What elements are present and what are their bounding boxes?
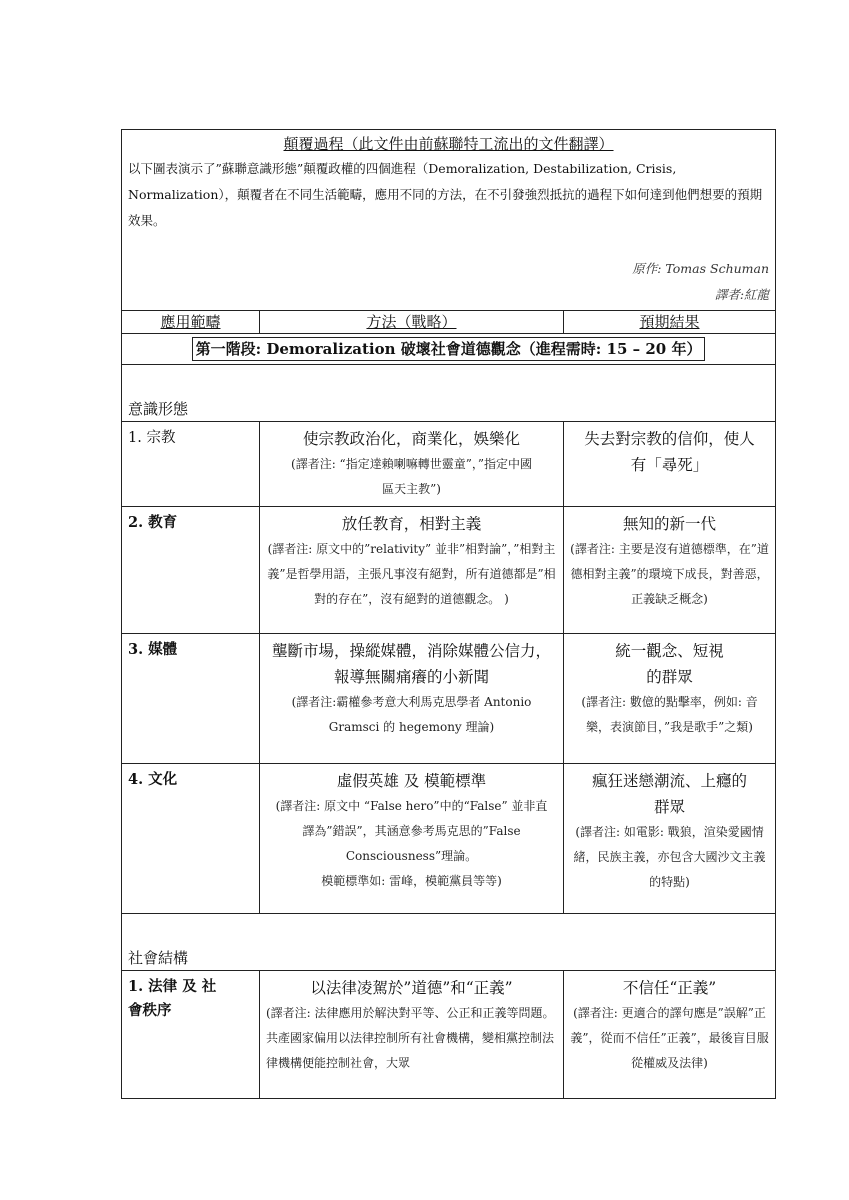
- result-cell: 無知的新一代 (譯者注: 主要是沒有道德標準，在”道德相對主義”的環境下成長，對善惡，正義缺乏概念): [564, 507, 776, 634]
- method-cell: 虛假英雄 及 模範標準 (譯者注: 原文中 “False hero”中的“False” 並非直譯為”錯誤”，其涵意參考馬克思的”False Consciousness”理論。 模範標準如: 雷峰，模範黨員等等): [260, 764, 564, 914]
- table-row: [122, 507, 776, 634]
- header-row: [122, 311, 776, 334]
- table-row: [122, 971, 776, 1099]
- header-domain: 應用範疇: [122, 311, 260, 334]
- intro-row: [122, 130, 776, 311]
- header-result: 預期結果: [564, 311, 776, 334]
- domain-cell: 1. 宗教: [122, 422, 260, 507]
- result-cell: 統一觀念、短視的群眾 (譯者注: 數億的點擊率，例如: 音樂，表演節目，”我是歌手”之類): [564, 634, 776, 764]
- intro-cell: [122, 130, 776, 311]
- method-cell: 使宗教政治化，商業化，娛樂化 (譯者注: “指定達賴喇嘛轉世靈童”，”指定中國區天主教”): [260, 422, 564, 507]
- intro-paragraph: 以下圖表演示了”蘇聯意識形態”顛覆政權的四個進程（Demoralization, Destabilization, Crisis, Normalization），顛覆者在不同生活範疇，應用不同的方法，在不引發強烈抵抗的過程下如何達到他們想要的預期效果。: [128, 161, 763, 228]
- domain-cell: 2. 教育: [122, 507, 260, 634]
- doc-title: 顛覆過程（此文件由前蘇聯特工流出的文件翻譯）: [283, 135, 614, 153]
- method-cell: 以法律凌駕於”道德”和“正義” (譯者注: 法律應用於解決對平等、公正和正義等問題。共產國家偏用以法律控制所有社會機構，變相黨控制法律機構便能控制社會，大眾: [260, 971, 564, 1099]
- table-row: [122, 764, 776, 914]
- method-cell: 放任教育，相對主義 (譯者注: 原文中的”relativity” 並非”相對論”，”相對主義”是哲學用語，主張凡事沒有絕對，所有道德都是”相對的存在”，沒有絕對的道德觀念。 ): [260, 507, 564, 634]
- table-row: [122, 422, 776, 507]
- domain-cell: 3. 媒體: [122, 634, 260, 764]
- section-label: 社會結構: [122, 914, 776, 971]
- table-row: [122, 634, 776, 764]
- domain-cell: 1. 法律 及 社會秩序: [122, 971, 260, 1099]
- subversion-table: [121, 129, 776, 1099]
- document: [121, 129, 775, 1099]
- header-method: 方法（戰略）: [260, 311, 564, 334]
- phase-row: [122, 334, 776, 365]
- translator-credit: 譯者:紅龍: [714, 287, 770, 302]
- result-cell: 瘋狂迷戀潮流、上癮的群眾 (譯者注: 如電影: 戰狼，渲染愛國情緒，民族主義，亦包含大國沙文主義的特點): [564, 764, 776, 914]
- method-cell: 壟斷市場，操縱媒體，消除媒體公信力，報導無關痛癢的小新聞 (譯者注:霸權參考意大利馬克思學者 Antonio Gramsci 的 hegemony 理論): [260, 634, 564, 764]
- section-social: [122, 914, 776, 971]
- phase-title: 第一階段: Demoralization 破壞社會道德觀念（進程需時: 15 – 20 年）: [192, 337, 706, 361]
- section-label: 意識形態: [122, 365, 776, 422]
- domain-cell: 4. 文化: [122, 764, 260, 914]
- result-cell: 不信任“正義” (譯者注: 更適合的譯句應是”誤解”正義”，從而不信任”正義”，最後盲目服從權威及法律): [564, 971, 776, 1099]
- author-credit: 原作: Tomas Schuman: [632, 261, 770, 276]
- section-ideology: [122, 365, 776, 422]
- result-cell: 失去對宗教的信仰，使人有「尋死」: [564, 422, 776, 507]
